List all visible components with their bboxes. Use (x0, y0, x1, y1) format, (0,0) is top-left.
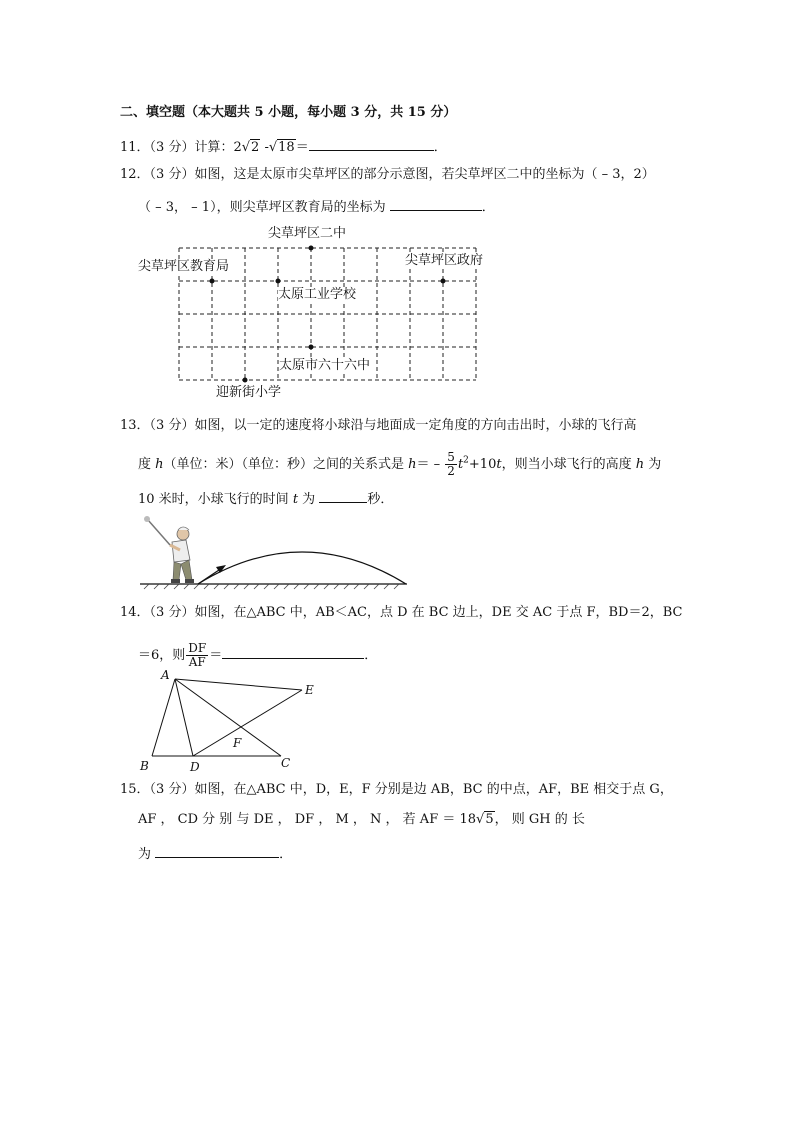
q13-eq-a: ＝ – (416, 457, 445, 472)
q14-text-a: ＝6，则 (138, 648, 186, 663)
q11-equals: ＝ (295, 140, 309, 155)
q13-eq-b: +10 (468, 457, 497, 472)
segment-AE (175, 679, 302, 690)
q15-text-b: ， 则 GH 的 长 (494, 812, 585, 827)
label-yingxin: 迎新街小学 (216, 385, 282, 400)
segment-DE (193, 690, 302, 756)
q13-text-g: 秒． (367, 492, 394, 507)
q12-end: ． (481, 200, 495, 215)
q13-line1: 13．（3 分）如图，以一定的速度将小球沿与地面成一定角度的方向击出时，小球的飞行高 (120, 418, 637, 433)
q11-end: ． (433, 140, 447, 155)
q13-text-e: 10 米时，小球飞行的时间 (138, 492, 293, 507)
q13-fraction: $\frac{5}{2}$ (447, 450, 455, 478)
q14-fraction: $\frac{DF}{AF}$ (188, 641, 207, 669)
label-E: E (305, 683, 314, 697)
q13-var-t: t (292, 492, 299, 507)
q13-eq-t: t (457, 457, 464, 472)
sqrt-5: √5 (476, 812, 494, 827)
label-education: 尖草坪区教育局 (138, 259, 230, 274)
q15-end: ． (279, 847, 293, 862)
q11-coef: 2 (233, 140, 242, 155)
sqrt-2: √2 (241, 140, 260, 155)
q13-text-a: 度 (138, 457, 156, 472)
q13-var-h: h (155, 457, 164, 472)
label-D: D (190, 760, 200, 774)
q12-text: （ – 3， – 1），则尖草坪区教育局的坐标为 (138, 200, 390, 215)
q15-line3 (138, 843, 292, 864)
label-school66: 太原市六十六中 (279, 358, 371, 373)
q14-end: ． (364, 648, 378, 663)
label-A: A (161, 668, 170, 682)
sqrt-18: √18 (268, 140, 295, 155)
q13-text-c: ，则当小球飞行的高度 (501, 457, 636, 472)
section-title: 二、填空题（本大题共 5 小题，每小题 3 分，共 15 分） (120, 105, 457, 120)
q13-text-b: （单位：米）（单位：秒）之间的关系式是 (163, 457, 409, 472)
q15-text-a: AF ， CD 分 别 与 DE ， DF ， M ， N ， 若 AF ＝ 18 (138, 812, 477, 827)
q12-line1: 12．（3 分）如图，这是太原市尖草坪区的部分示意图，若尖草坪区二中的坐标为（ – 3，2） (120, 167, 655, 182)
label-industrial: 太原工业学校 (278, 287, 357, 302)
label-school2: 尖草坪区二中 (268, 226, 347, 241)
q13-eq-h: h (408, 457, 417, 472)
q11-number: 11．（3 分）计算： (120, 140, 234, 155)
q13-var-h2: h (635, 457, 645, 472)
q15-text-c: 为 (138, 847, 156, 862)
q13-text-f: 为 (298, 492, 320, 507)
label-government: 尖草坪区政府 (405, 253, 484, 268)
label-C: C (281, 756, 291, 770)
q15-answer-blank[interactable] (155, 843, 279, 858)
q15-line2 (138, 811, 585, 829)
q15-line1: 15．（3 分）如图，在△ABC 中，D，E，F 分别是边 AB，BC 的中点，AF，BE 相交于点 G， (120, 782, 673, 797)
q11-minus: - (260, 140, 269, 155)
q14-line1: 14．（3 分）如图，在△ABC 中，AB＜AC，点 D 在 BC 边上，DE 交 AC 于点 F，BD＝2，BC (120, 605, 683, 620)
q13-eq-t2: t (496, 457, 502, 472)
q13-eq-square: 2 (463, 455, 469, 466)
q14-equals: ＝ (209, 648, 223, 663)
segment-AB (152, 679, 175, 756)
q13-text-d: 为 (644, 457, 662, 472)
label-F: F (233, 736, 242, 750)
label-B: B (140, 759, 149, 773)
segment-AC (175, 679, 281, 756)
